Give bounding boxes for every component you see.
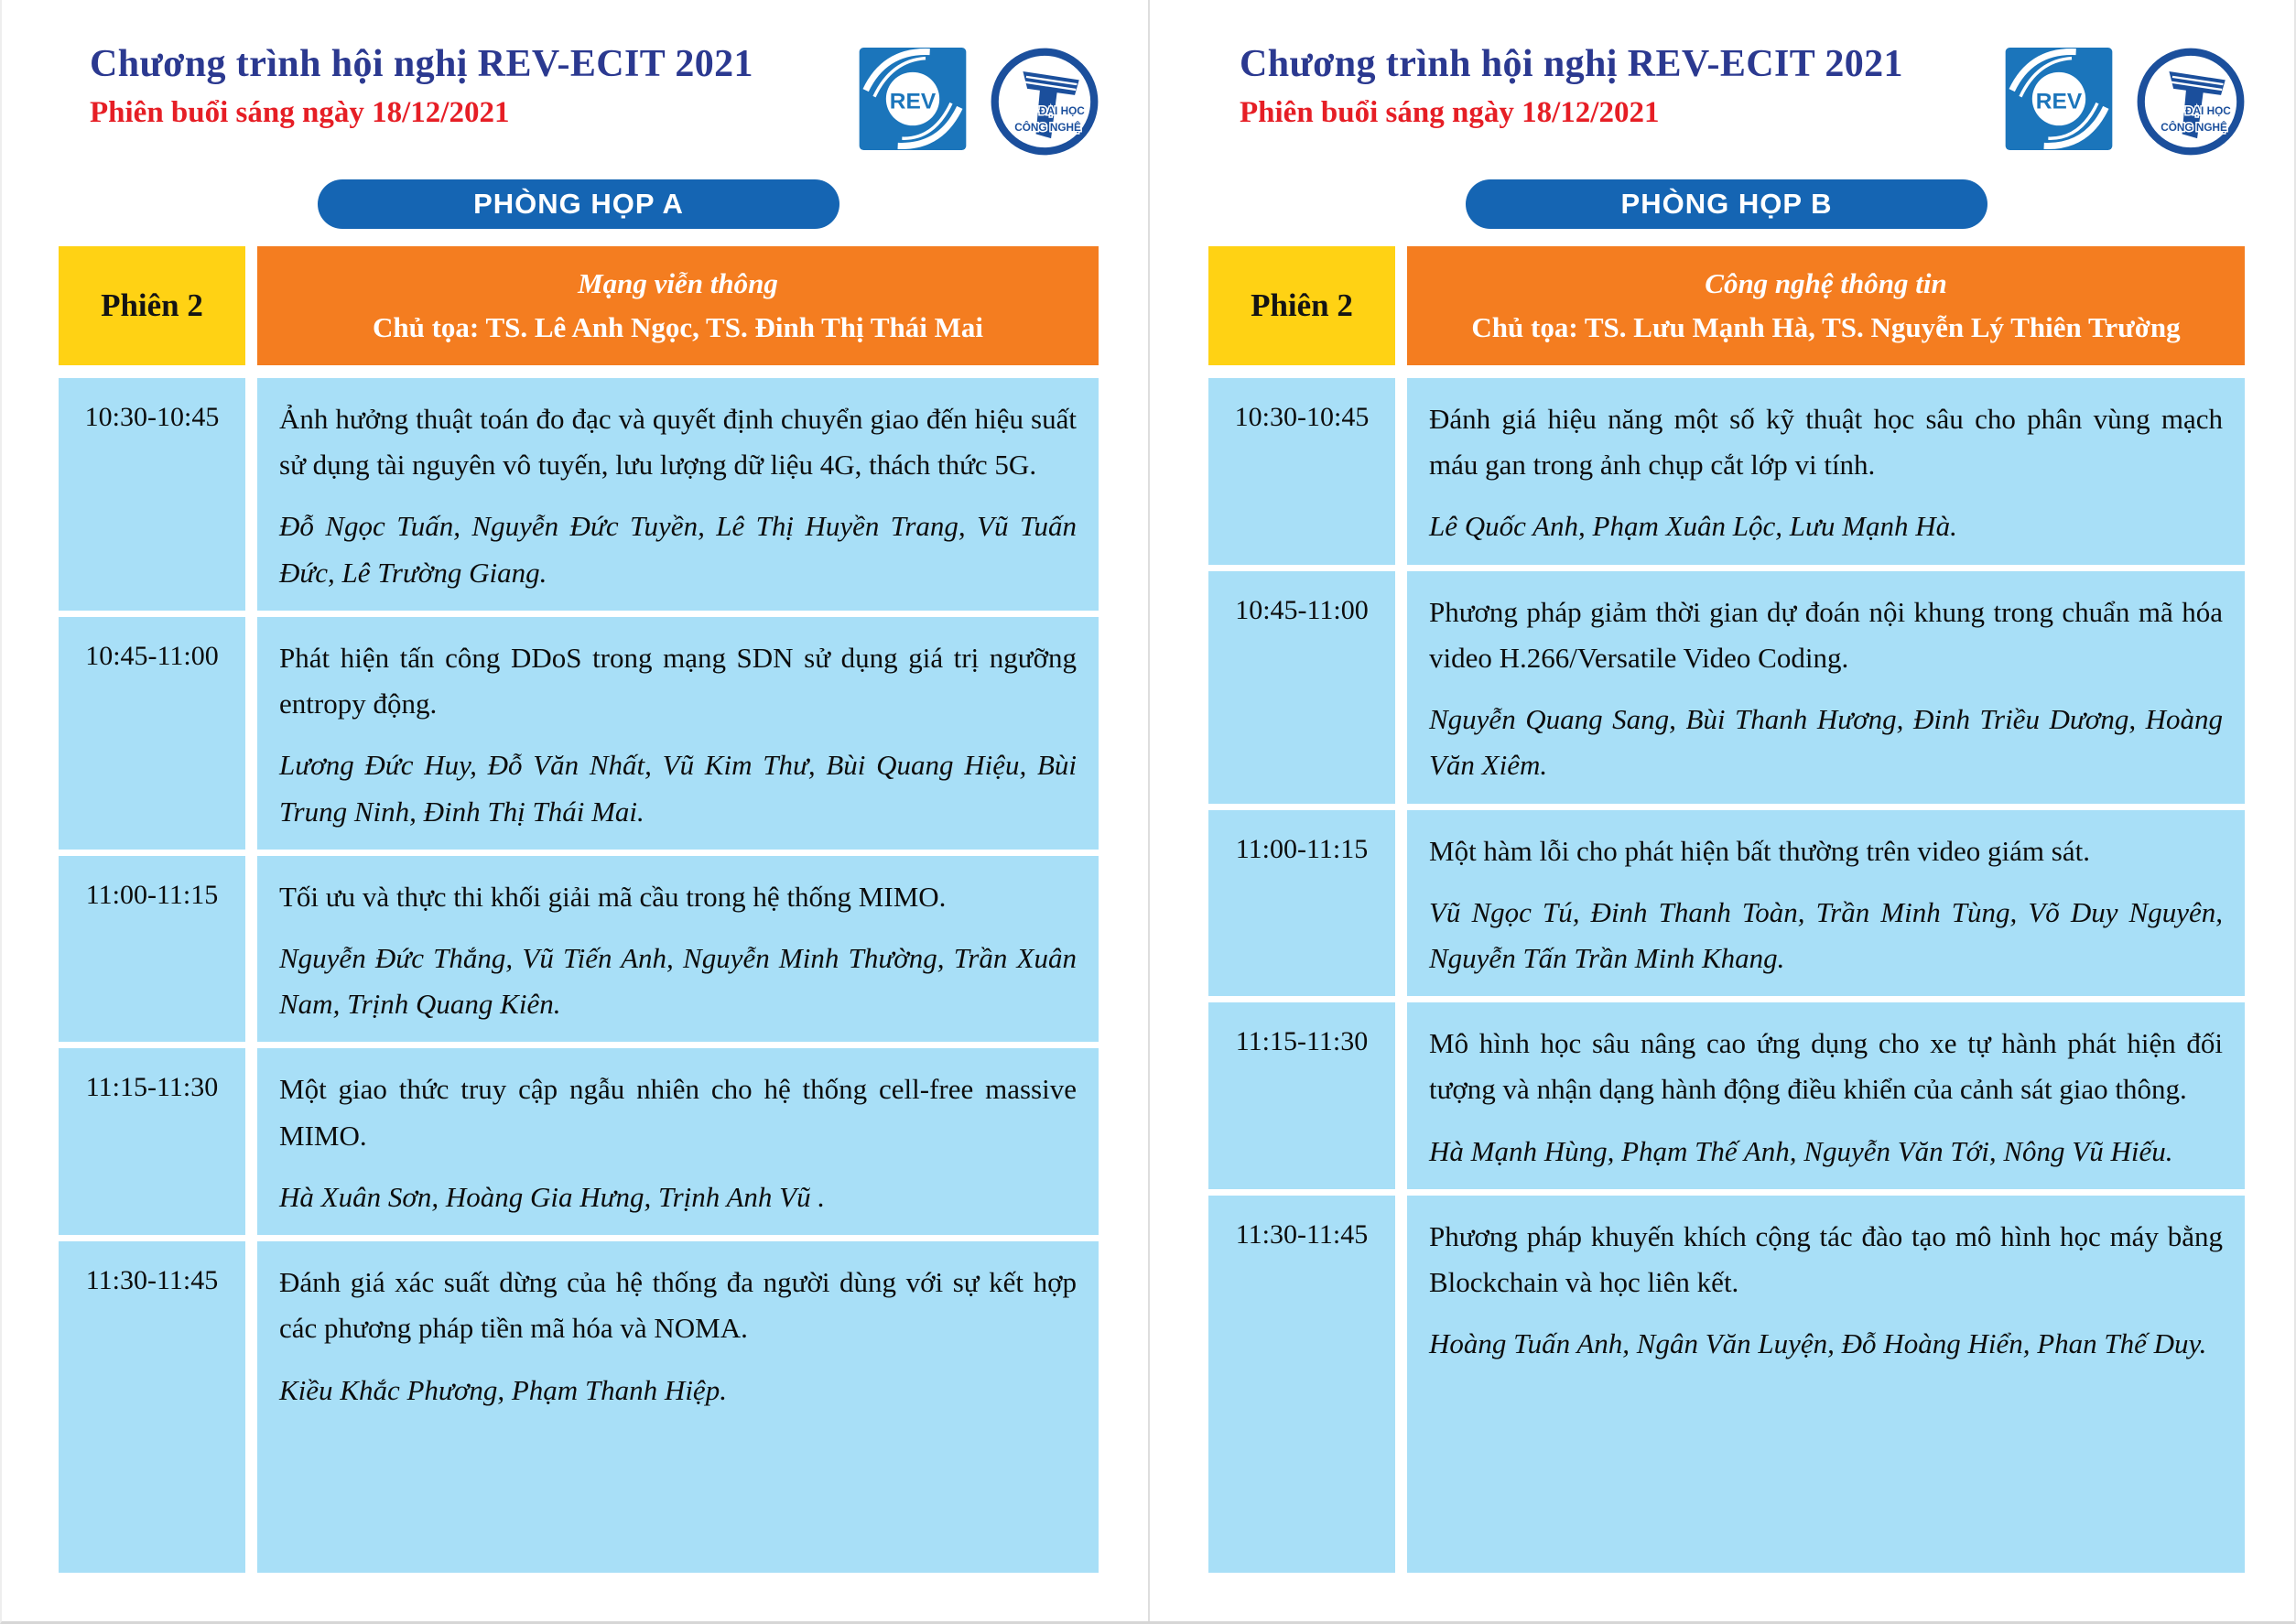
paper-title: Đánh giá xác suất dừng của hệ thống đa người dùng với sự kết hợp các phương pháp tiền mã hóa và NOMA. [279,1266,1077,1345]
table-row [59,1241,1099,1573]
room-pill-wrap [1208,179,2245,229]
university-logo-line2: CÔNG NGHỆ [1014,121,1081,134]
header-titles [90,40,753,130]
paper-title: Ảnh hưởng thuật toán đo đạc và quyết định chuyển giao đến hiệu suất sử dụng tài nguyên vô tuyến, lưu lượng dữ liệu 4G, thách thức 5G. [279,403,1077,482]
track-header [257,246,1099,365]
time-slot: 11:30-11:45 [1208,1196,1395,1573]
page-room-b [1148,0,2294,1624]
university-logo-line1: ĐẠI HỌC [2185,105,2231,118]
chairs-line: Chủ tọa: TS. Lưu Mạnh Hà, TS. Nguyễn Lý Thiên Trường [1471,311,2181,343]
time-slot: 10:45-11:00 [59,617,245,850]
page-header [59,40,1099,156]
paper-cell [1407,810,2245,997]
track-title: Mạng viễn thông [578,266,778,299]
time-slot: 10:30-10:45 [1208,378,1395,565]
paper-title: Một hàm lỗi cho phát hiện bất thường trên video giám sát. [1429,834,2090,867]
paper-cell [1407,378,2245,565]
university-logo-icon [991,48,1099,156]
time-slot: 11:15-11:30 [1208,1002,1395,1189]
paper-authors: Nguyễn Quang Sang, Bùi Thanh Hương, Đinh Triều Dương, Hoàng Văn Xiêm. [1429,703,2223,782]
paper-cell [1407,1196,2245,1573]
schedule-table-room-b [1208,246,2245,1573]
table-row [1208,1196,2245,1573]
paper-cell [257,1048,1099,1235]
table-row [59,856,1099,1043]
table-row [1208,810,2245,997]
paper-authors: Lương Đức Huy, Đỗ Văn Nhất, Vũ Kim Thư, Bùi Quang Hiệu, Bùi Trung Ninh, Đinh Thị Thái Mai. [279,749,1077,828]
paper-authors: Đỗ Ngọc Tuấn, Nguyễn Đức Tuyền, Lê Thị Huyền Trang, Vũ Tuấn Đức, Lê Trường Giang. [279,510,1077,589]
session-badge: Phiên 2 [1208,246,1395,365]
table-row [59,617,1099,850]
table-row [1208,1002,2245,1189]
room-b-banner: PHÒNG HỌP B [1466,179,1987,229]
logo-group [2005,48,2245,156]
paper-title: Phương pháp giảm thời gian dự đoán nội khung trong chuẩn mã hóa video H.266/Versatile Video Coding. [1429,595,2223,674]
paper-authors: Kiều Khắc Phương, Phạm Thanh Hiệp. [279,1373,727,1406]
paper-authors: Hà Mạnh Hùng, Phạm Thế Anh, Nguyễn Văn Tới, Nông Vũ Hiếu. [1429,1134,2173,1167]
track-title: Công nghệ thông tin [1705,266,1947,299]
table-row [1208,378,2245,565]
paper-authors: Hoàng Tuấn Anh, Ngân Văn Luyện, Đỗ Hoàng Hiển, Phan Thế Duy. [1429,1327,2207,1360]
paper-title: Phương pháp khuyến khích cộng tác đào tạo mô hình học máy bằng Blockchain và học liên kết. [1429,1219,2223,1299]
page-header [1208,40,2245,156]
paper-authors: Hà Xuân Sơn, Hoàng Gia Hưng, Trịnh Anh Vũ . [279,1180,826,1213]
table-body [59,378,1099,1573]
paper-title: Mô hình học sâu nâng cao ứng dụng cho xe tự hành phát hiện đối tượng và nhận dạng hành động điều khiển của cảnh sát giao thông. [1429,1027,2223,1106]
paper-title: Tối ưu và thực thi khối giải mã cầu trong hệ thống MIMO. [279,880,947,913]
paper-authors: Vũ Ngọc Tú, Đinh Thanh Toàn, Trần Minh Tùng, Võ Duy Nguyên, Nguyễn Tấn Trần Minh Khang. [1429,895,2223,974]
table-header [59,246,1099,365]
university-logo-line1: ĐẠI HỌC [1039,105,1085,118]
university-logo-icon [2137,48,2245,156]
document-title: Chương trình hội nghị REV-ECIT 2021 [90,43,753,85]
rev-logo-icon [2005,48,2113,150]
paper-title: Một giao thức truy cập ngẫu nhiên cho hệ thống cell-free massive MIMO. [279,1073,1077,1152]
time-slot: 11:00-11:15 [1208,810,1395,997]
paper-cell [1407,571,2245,804]
time-slot: 11:00-11:15 [59,856,245,1043]
track-header [1407,246,2245,365]
page-room-a [2,0,1148,1624]
chairs-line: Chủ tọa: TS. Lê Anh Ngọc, TS. Đinh Thị Thái Mai [372,311,983,343]
paper-cell [257,1241,1099,1573]
rev-logo-label: REV [889,89,937,114]
table-row [59,378,1099,611]
header-titles [1240,40,1903,130]
schedule-table-room-a [59,246,1099,1573]
paper-title: Phát hiện tấn công DDoS trong mạng SDN sử dụng giá trị ngưỡng entropy động. [279,641,1077,720]
table-header [1208,246,2245,365]
document-title: Chương trình hội nghị REV-ECIT 2021 [1240,43,1903,85]
table-row [59,1048,1099,1235]
university-logo-line2: CÔNG NGHỆ [2161,121,2227,134]
time-slot: 11:30-11:45 [59,1241,245,1573]
table-body [1208,378,2245,1573]
paper-cell [257,617,1099,850]
paper-cell [257,378,1099,611]
document-subtitle: Phiên buổi sáng ngày 18/12/2021 [90,95,510,129]
time-slot: 11:15-11:30 [59,1048,245,1235]
room-a-banner: PHÒNG HỌP A [318,179,839,229]
room-pill-wrap [59,179,1099,229]
rev-logo-icon [859,48,967,150]
time-slot: 10:45-11:00 [1208,571,1395,804]
paper-title: Đánh giá hiệu năng một số kỹ thuật học sâu cho phân vùng mạch máu gan trong ảnh chụp cắt lớp vi tính. [1429,403,2223,482]
paper-cell [257,856,1099,1043]
logo-group [859,48,1099,156]
session-badge: Phiên 2 [59,246,245,365]
time-slot: 10:30-10:45 [59,378,245,611]
paper-authors: Nguyễn Đức Thắng, Vũ Tiến Anh, Nguyễn Minh Thường, Trần Xuân Nam, Trịnh Quang Kiên. [279,941,1077,1021]
table-row [1208,571,2245,804]
paper-authors: Lê Quốc Anh, Phạm Xuân Lộc, Lưu Mạnh Hà. [1429,510,1957,543]
rev-logo-label: REV [2035,89,2083,114]
paper-cell [1407,1002,2245,1189]
document-subtitle: Phiên buổi sáng ngày 18/12/2021 [1240,95,1660,129]
